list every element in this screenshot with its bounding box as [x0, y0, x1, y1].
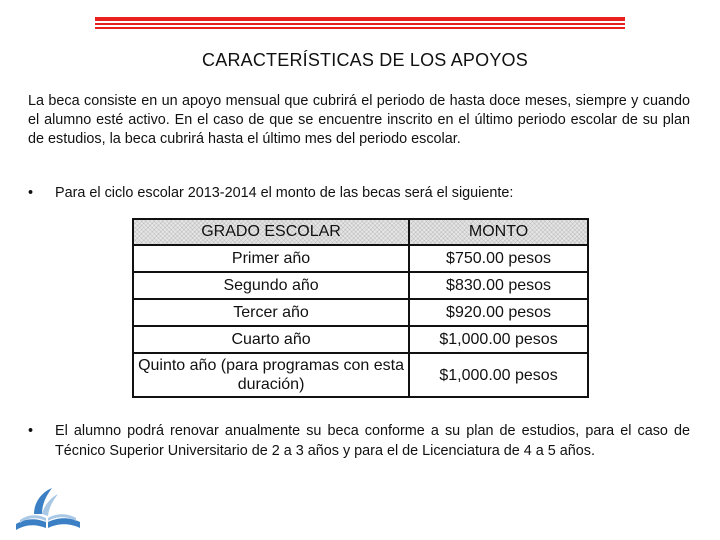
table-row — [133, 353, 588, 397]
bullet-item-renewal — [28, 422, 690, 488]
table-row — [133, 272, 588, 299]
cell-monto: $830.00 pesos — [409, 272, 588, 299]
table-header-row — [133, 219, 588, 245]
cell-monto: $1,000.00 pesos — [409, 353, 588, 397]
bullet-marker: • — [28, 185, 34, 201]
table-row — [133, 326, 588, 353]
cell-monto: $750.00 pesos — [409, 245, 588, 272]
cell-grado: Segundo año — [133, 272, 409, 299]
bullet-text: Para el ciclo escolar 2013-2014 el monto de las becas será el siguiente: — [55, 185, 514, 201]
table-row — [133, 299, 588, 326]
header-monto: MONTO — [409, 219, 588, 245]
open-book-logo-icon — [12, 484, 84, 532]
header-rule — [95, 17, 625, 29]
page-title: CARACTERÍSTICAS DE LOS APOYOS — [202, 50, 528, 70]
cell-grado: Cuarto año — [133, 326, 409, 353]
bullet-item-amounts — [28, 184, 690, 206]
header-grado-escolar: GRADO ESCOLAR — [133, 219, 409, 245]
cell-grado: Tercer año — [133, 299, 409, 326]
header-rule-thick — [95, 17, 625, 21]
header-rule-thin-2 — [95, 27, 625, 29]
header-rule-thin-1 — [95, 23, 625, 25]
table-row — [133, 245, 588, 272]
amounts-table — [132, 218, 589, 398]
bullet-text: El alumno podrá renovar anualmente su beca conforme a su plan de estudios, para el caso de Técnico Superior Universitario de 2 a 3 años y para el de Licenciatura de 4 a 5 años. — [55, 423, 690, 459]
cell-grado: Primer año — [133, 245, 409, 272]
cell-monto: $1,000.00 pesos — [409, 326, 588, 353]
intro-paragraph: La beca consiste en un apoyo mensual que cubrirá el periodo de hasta doce meses, siempre y cuando el alumno esté activo. En el caso de que se encuentre inscrito en el último periodo escolar de su plan de estudios, la beca cubrirá hasta el último mes del periodo escolar. — [28, 93, 690, 148]
bullet-marker: • — [28, 423, 34, 439]
cell-grado: Quinto año (para programas con esta duración) — [133, 353, 409, 397]
cell-monto: $920.00 pesos — [409, 299, 588, 326]
